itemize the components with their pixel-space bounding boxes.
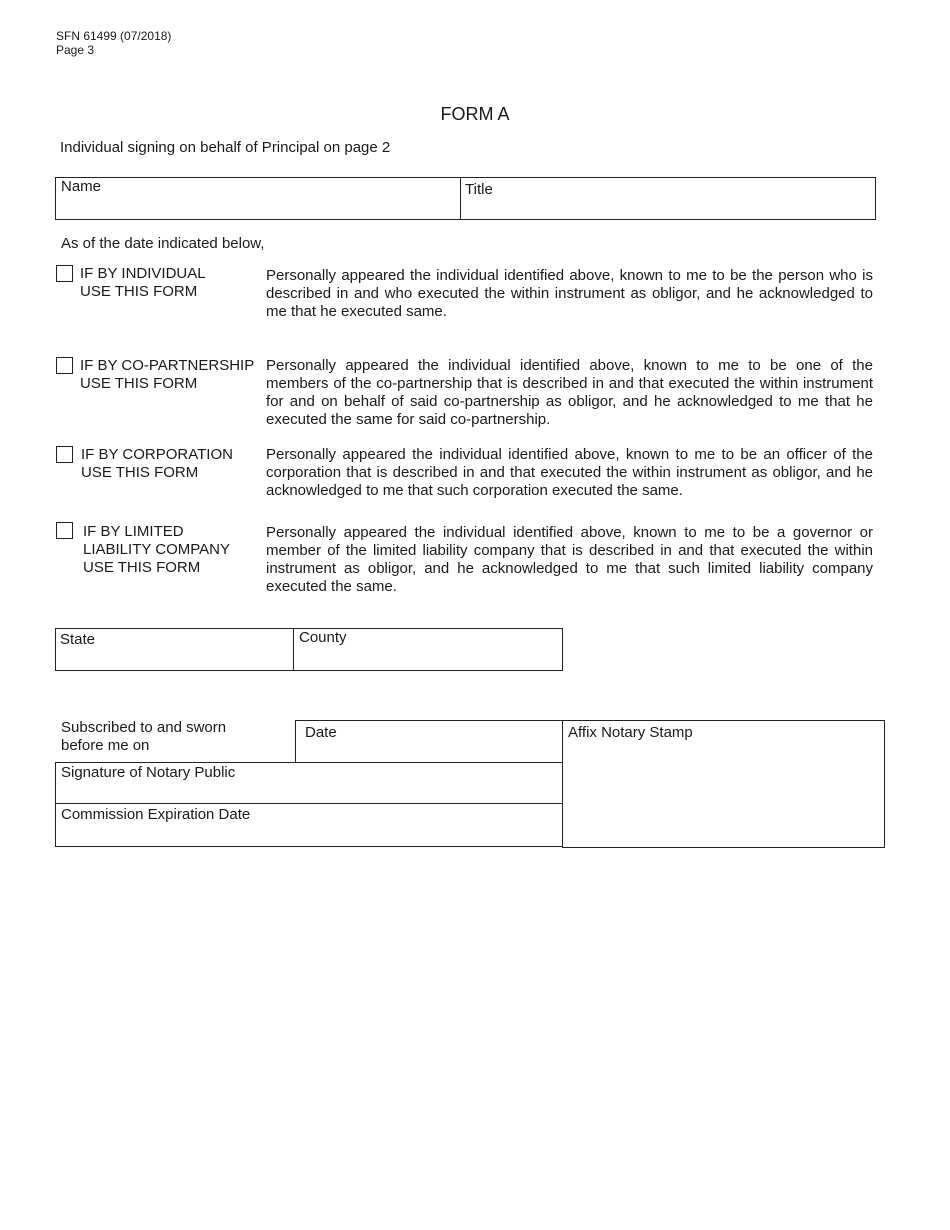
form-title: FORM A	[440, 104, 510, 124]
option-corporation-description: Personally appeared the individual identified above, known to me to be an officer of the corporation that is described in and that executed the within instrument as obligor, and he acknowledged to me that such corporation executed the same.	[266, 446, 873, 499]
title-label: Title	[465, 181, 493, 198]
commission-expiration-box	[55, 803, 563, 847]
name-input[interactable]	[61, 198, 451, 216]
name-label: Name	[61, 178, 102, 195]
option-llc-description: Personally appeared the individual identified above, known to me to be a governor or member of the limited liability company that is described in and that executed the within instrument as obligor, and he acknowledged to me that such limited liability company executed the same.	[266, 524, 873, 595]
page-number: Page 3	[56, 43, 95, 57]
subscribed-label-line: before me on	[61, 737, 150, 754]
option-label-line: USE THIS FORM	[80, 375, 198, 392]
state-input[interactable]	[60, 650, 285, 668]
notary-signature-label: Signature of Notary Public	[61, 764, 236, 781]
intro-text: Individual signing on behalf of Principal on page 2	[60, 139, 391, 156]
option-label-line: IF BY CO-PARTNERSHIP	[80, 357, 255, 374]
date-field-box	[295, 720, 563, 763]
form-number: SFN 61499 (07/2018)	[56, 29, 172, 43]
option-corporation-label	[81, 446, 233, 482]
notary-signature-box	[55, 762, 563, 804]
option-label-line: LIABILITY COMPANY	[83, 541, 230, 558]
co-partnership-checkbox[interactable]	[56, 357, 73, 374]
individual-checkbox[interactable]	[56, 265, 73, 282]
option-individual-label	[80, 265, 206, 301]
commission-expiration-input[interactable]	[61, 825, 551, 843]
title-field-box	[460, 177, 876, 220]
option-label-line: IF BY INDIVIDUAL	[80, 265, 206, 282]
notary-stamp-box[interactable]	[562, 720, 885, 848]
subscribed-label	[61, 719, 226, 755]
option-co-partnership-description: Personally appeared the individual identified above, known to me to be one of the members of the co-partnership that is described in and that executed the within instrument for and on behalf of said co-partnership as obligor, and he acknowledged to me that he executed the same for said co-partnership.	[266, 357, 873, 428]
option-label-line: USE THIS FORM	[80, 283, 198, 300]
notary-stamp-label: Affix Notary Stamp	[568, 724, 693, 741]
option-co-partnership-label	[80, 357, 254, 393]
state-label: State	[60, 631, 96, 648]
county-label: County	[299, 629, 347, 646]
date-input[interactable]	[305, 743, 555, 761]
commission-expiration-label: Commission Expiration Date	[61, 806, 251, 823]
option-label-line: IF BY CORPORATION	[81, 446, 233, 463]
notary-signature-input[interactable]	[61, 783, 551, 801]
as-of-text: As of the date indicated below,	[61, 235, 265, 252]
option-llc-label	[83, 523, 230, 577]
name-field-box	[55, 177, 461, 220]
date-label: Date	[305, 724, 337, 741]
option-label-line: USE THIS FORM	[81, 464, 199, 481]
option-label-line: USE THIS FORM	[83, 559, 201, 576]
county-input[interactable]	[299, 649, 554, 667]
county-field-box	[293, 628, 563, 671]
corporation-checkbox[interactable]	[56, 446, 73, 463]
option-label-line: IF BY LIMITED	[83, 523, 184, 540]
title-input[interactable]	[465, 200, 865, 218]
llc-checkbox[interactable]	[56, 522, 73, 539]
state-field-box	[55, 628, 294, 671]
option-individual-description: Personally appeared the individual identified above, known to me to be the person who is described in and who executed the within instrument as obligor, and he acknowledged to me that he executed same.	[266, 267, 873, 320]
subscribed-label-line: Subscribed to and sworn	[61, 719, 227, 736]
